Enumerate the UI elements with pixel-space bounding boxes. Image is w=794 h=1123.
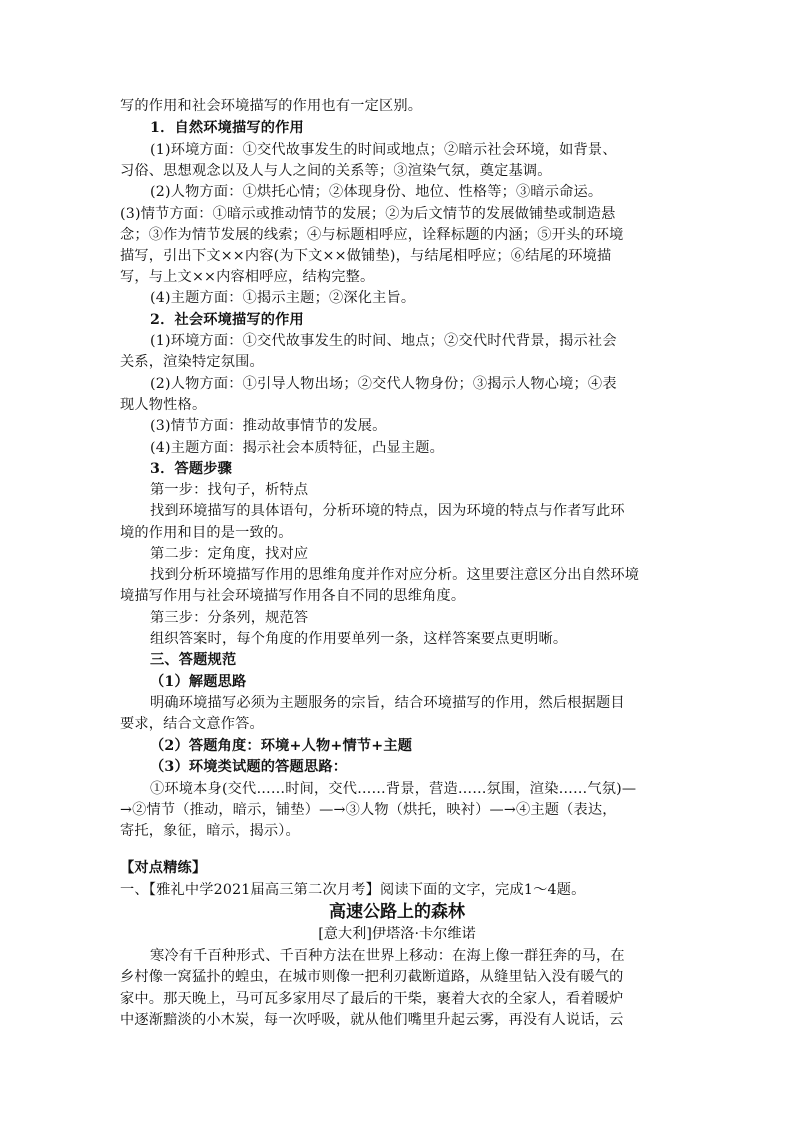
- text-line: 念；③作为情节发展的线索；④与标题相呼应，诠释标题的内涵；⑤开头的环境: [120, 227, 624, 243]
- text-line: 写的作用和社会环境描写的作用也有一定区别。: [120, 98, 423, 114]
- text-line: 找到分析环境描写作用的思维角度并作对应分析。这里要注意区分出自然环境: [150, 567, 640, 583]
- text-line: 找到环境描写的具体语句，分析环境的特点，因为环境的特点与作者写此环: [150, 503, 625, 519]
- text-line: 乡村像一窝猛扑的蝗虫，在城市则像一把利刃截断道路，从缝里钻入没有暖气的: [120, 969, 624, 985]
- text-line: 第一步：找句子，析特点: [150, 482, 309, 498]
- practice-heading: 【对点精练】: [120, 860, 207, 876]
- text-line: (3)情节方面：推动故事情节的发展。: [150, 418, 387, 434]
- text-line: (1)环境方面：①交代故事发生的时间或地点；②暗示社会环境，如背景、: [150, 142, 617, 158]
- article-author: [意大利]伊塔洛·卡尔维诺: [318, 926, 476, 942]
- text-line: (2)人物方面：①引导人物出场；②交代人物身份；③揭示人物心境；④表: [150, 376, 617, 392]
- sub-heading: （2）答题角度：环境+人物+情节+主题: [150, 738, 413, 754]
- article-title: 高速公路上的森林: [329, 902, 465, 922]
- text-line: 要求，结合文意作答。: [120, 716, 264, 732]
- section-heading: 2．社会环境描写的作用: [150, 312, 304, 328]
- text-line: ①环境本身(交代……时间，交代……背景，营造……氛围，渲染……气氛)—: [150, 781, 637, 797]
- text-line: 明确环境描写必须为主题服务的宗旨，结合环境描写的作用，然后根据题目: [150, 695, 625, 711]
- text-line: 境的作用和目的是一致的。: [120, 525, 293, 541]
- text-line: (1)环境方面：①交代故事发生的时间、地点；②交代时代背景，揭示社会: [150, 333, 617, 349]
- section-heading: 三、答题规范: [150, 652, 237, 668]
- text-line: 境描写作用与社会环境描写作用各自不同的思维角度。: [120, 588, 466, 604]
- sub-heading: （3）环境类试题的答题思路：: [150, 759, 348, 775]
- text-line: (4)主题方面：①揭示主题；②深化主旨。: [150, 290, 416, 306]
- text-line: 寒冷有千百种形式、千百种方法在世界上移动：在海上像一群狂奔的马，在: [150, 948, 625, 964]
- text-line: 寄托，象征，暗示，揭示）。: [120, 823, 300, 839]
- text-line: 描写，引出下文××内容(为下文××做铺垫)，与结尾相呼应；⑥结尾的环境描: [120, 248, 612, 264]
- text-line: 现人物性格。: [120, 397, 207, 413]
- text-line: (2)人物方面：①烘托心情；②体现身份、地位、性格等；③暗示命运。: [150, 184, 603, 200]
- text-line: (4)主题方面：揭示社会本质特征，凸显主题。: [150, 440, 445, 456]
- exercise-instruction: 一、【雅礼中学2021届高三第二次月考】阅读下面的文字，完成1～4题。: [120, 882, 586, 898]
- text-line: (3)情节方面：①暗示或推动情节的发展；②为后文情节的发展做铺垫或制造悬: [120, 206, 616, 222]
- text-line: →②情节（推动，暗示，铺垫）—→③人物（烘托，映衬）—→④主题（表达，: [120, 802, 617, 818]
- sub-heading: （1）解题思路: [150, 674, 247, 690]
- text-line: 写，与上文××内容相呼应，结构完整。: [120, 269, 375, 285]
- section-heading: 1．自然环境描写的作用: [150, 120, 304, 136]
- text-line: 组织答案时，每个角度的作用要单列一条，这样答案要点更明晰。: [150, 631, 568, 647]
- text-line: 关系，渲染特定氛围。: [120, 354, 264, 370]
- section-heading: 3．答题步骤: [150, 461, 233, 477]
- text-line: 第二步：定角度，找对应: [150, 546, 309, 562]
- text-line: 第三步：分条列，规范答: [150, 610, 309, 626]
- text-line: 家中。那天晚上，马可瓦多家用尽了最后的干柴，裹着大衣的全家人，看着暖炉: [120, 991, 624, 1007]
- text-line: 习俗、思想观念以及人与人之间的关系等；③渲染气氛，奠定基调。: [120, 163, 552, 179]
- text-line: 中逐渐黯淡的小木炭，每一次呼吸，就从他们嘴里升起云雾，再没有人说话，云: [120, 1012, 624, 1028]
